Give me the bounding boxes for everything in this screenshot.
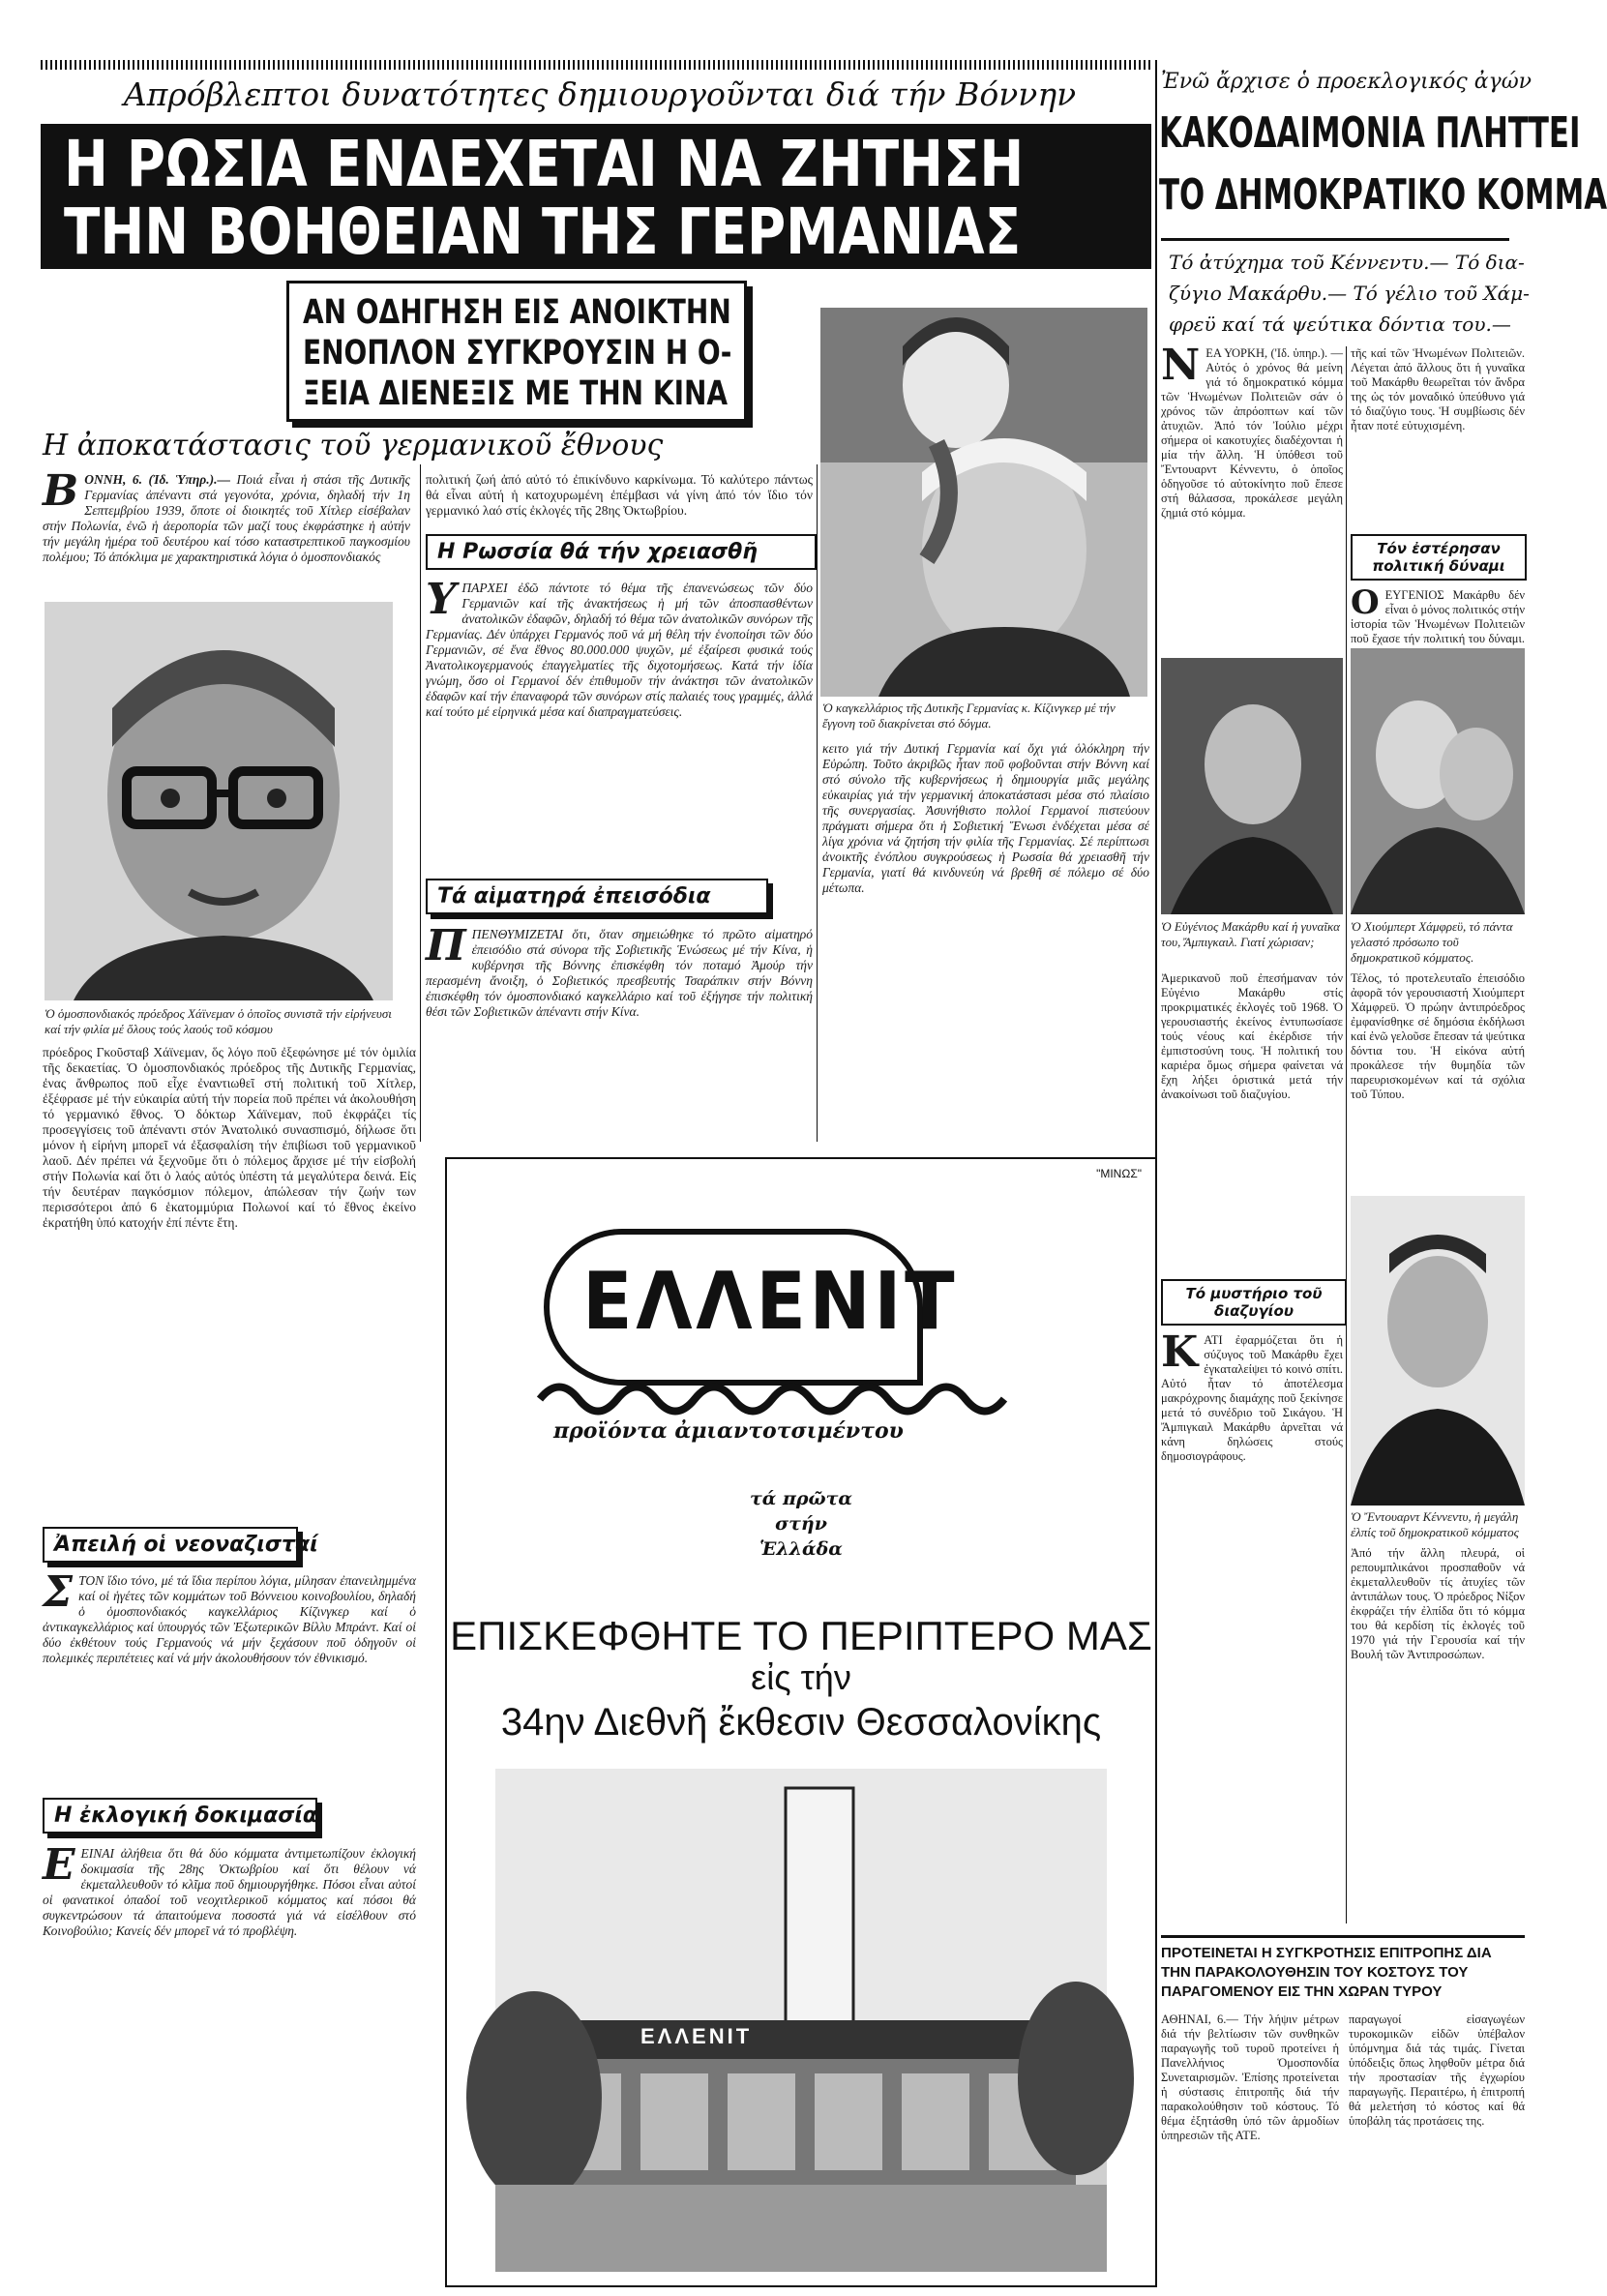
blood-article: ΠΠΕΝΘΥΜΙΖΕΤΑΙ ὅτι, ὅταν σημειώθηκε τό πρῶτο αἱματηρό ἐπεισόδιο στά σύνορα τῆς Σοβιετικῆς Ἑνώσεως μέ τήν Κίνα, ἡ κυβέρνησι τῆς Βόννης ἐπισκέφθη τόν ποταμό Ἀμούρ τήν περασμένη ἄνοιξη, ὁ Σοβιετικός πρεσβευτής Τσαράπκιν στήν Βόννη ἐπισκέφθη τόν ὁμοσπονδιακό καγκελλάριο καί τοῦ ἐξήγησε τήν πολιτική θέσι τῶν Σοβιετικῶν ἀπέναντι στήν Κίνα. (426, 921, 813, 1019)
right-deck-2: ζύγιο Μακάρθυ.— Τό γέλιο τοῦ Χάμ- (1169, 282, 1530, 305)
box-threat-heading: Ἀπειλή οἱ νεοναζισταί (43, 1527, 298, 1563)
box-divorce-heading: Τό μυστήριο τοῦ διαζυγίου (1161, 1279, 1347, 1326)
photo-ted-kennedy (1351, 1196, 1525, 1506)
right-col-b: Ἀμερικανοῦ ποῦ ἐπεσήμαναν τόν Εὐγένιο Μακάρθυ στίς προκριματικές ἐκλογές τοῦ 1968. Ὁ γερουσιαστής ἐκείνος ἐντυπωσίασε τούς νέους καί ἐκέρδισε τήν ἐμπιστοσύνη τους. Ἡ πολιτική του καριέρα ὅμως σήμερα φαίνεται νά ἔχη λήξει ὁριστικά μετά τήν ἀνακοίνωσι τοῦ διαζυγίου. (1161, 971, 1343, 1101)
main-headline-box (41, 124, 1151, 269)
ellenit-advertisement (445, 1157, 1157, 2287)
box-governors-heading: Τόν ἐστέρησαν πολιτική δύναμι (1351, 534, 1527, 581)
right-lead-article: ΝΕΑ ΥΟΡΚΗ, ('Ιδ. ὑπηρ.). — Αὐτός ὁ χρόνος θά μείνη γιά τό δημοκρατικό κόμμα τῶν Ἡνωμένων Πολιτειῶν σάν ὁ χρόνος τῶν ἀπρόοπτων καί τῶν ἀτυχιῶν. Ἀπό τόν Ἰούλιο μέχρι σήμερα οἱ κακοτυχίες διαδέχονται ἡ μία τήν ἄλλη. Ἡ ὑπόθεσι τοῦ Ἔντουαρντ Κέννεντυ, ὁ ὁποῖος ὁδηγοῦσε τό αὐτοκίνητο ποῦ ἔπεσε στή θάλασσα, προκάλεσε μεγάλη ζημιά στό κόμμα. (1161, 341, 1343, 520)
photo-humphrey-caption: Ὁ Χιούμπερτ Χάμφρεϋ, τό πάντα γελαστό πρόσωπο τοῦ δημοκρατικοῦ κόμματος. (1351, 919, 1513, 965)
column-divider-right-inner (1346, 346, 1347, 1923)
subhead-restoration: Η ἀποκατάστασις τοῦ γερμανικοῦ ἔθνους (43, 429, 664, 462)
ad-pavilion-photo (495, 1769, 1107, 2272)
ad-wave-icon (540, 1370, 1024, 1418)
pavilion-sign: ΕΛΛΕΝΙΤ (640, 2024, 753, 2048)
box-blood-heading: Τά αἱματηρά ἐπεισόδια (426, 879, 768, 914)
dropcap-s: Σ (43, 1567, 74, 1617)
bottom-col1: ΑΘΗΝΑΙ, 6.— Τήν λήψιν μέτρων διά τήν βελτίωσιν τῶν συνθηκῶν παραγωγῆς τοῦ τυροῦ προτείνει ἡ Πανελλήνιος Ὁμοσπονδία Συνεταιρισμῶν. Ἐπίσης προτείνεται ἡ σύστασις ἐπιτροπῆς διά τήν παρακολούθησιν τοῦ κόστους. Τό θέμα ἐξητάσθη ὑπό τῶν ἁρμοδίων ὑπηρεσιῶν τῆς ΑΤΕ. (1161, 2013, 1339, 2142)
russia-article: ΥΠΑΡΧΕΙ ἐδῶ πάντοτε τό θέμα τῆς ἐπανενώσεως τῶν δύο Γερμανιῶν καί τῆς ἀνακτήσεως ἡ μή τῶν ἀποσπασθέντων ἀνατολικῶν ἐδαφῶν, δηλαδή τό θέμα τῶν ἀνατολικῶν συνόρων τῆς Γερμανίας. Δέν ὑπάρχει Γερμανός ποῦ νά μή θέλη τήν ἑνοποίησι τῶν δύο Γερμανιῶν, σέ ἕνα ἔθνος 80.000.000 ψυχῶν, μέ ἐξαίρεσι φυσικά τούς Ἀνατολικογερμανούς ἐπαγγελματίες τῆς διχοτομήσεως. Κατά τήν ἰδία γνώμη, ὅσο οἱ Γερμανοί δέν ἐπιθυμοῦν τήν ἀνάκτησι τῶν ἀνατολικῶν ἐδαφῶν καί τήν ἐπαναφορά τῶν συνόρων στίς παλαιές τους γραμμές, ἀλλά καί τούτο μέ εἰρηνικά μέσα καί διαπραγματεύσεις. (426, 575, 813, 719)
dropcap-y: Υ (426, 575, 457, 624)
ad-brand: ΕΛΛΕΝΙΤ (582, 1256, 959, 1348)
mccarthy-illustration (1351, 648, 1525, 914)
right-kicker: Ἐνῶ ἄρχισε ὁ προεκλογικός ἀγών (1161, 70, 1533, 94)
dropcap-e: Ε (43, 1840, 75, 1890)
photo-ted-caption: Ὁ Ἔντουαρντ Κέννεντυ, ἡ μεγάλη ἐλπίς τοῦ δημοκρατικοῦ κόμματος (1351, 1509, 1519, 1539)
ad-visit-2: εἰς τήν (751, 1657, 851, 1697)
ad-visit: ΕΠΙΣΚΕΦΘΗΤΕ ΤΟ ΠΕΡΙΠΤΕΡΟ ΜΑΣ (450, 1613, 1152, 1658)
top-border (41, 60, 1153, 70)
photo-kiesinger (820, 308, 1147, 697)
deck-line3: ΞΕΙΑ ΔΙΕΝΕΞΙΣ ΜΕ ΤΗΝ ΚΙΝΑ (303, 374, 729, 413)
bottom-col2: παραγωγοί εἰσαγωγέων τυροκομικῶν εἰδῶν ὑπέβαλον ὑπόμνημα διά τάς τιμάς. Γίνεται ὑπόδειξις ὅπως ληφθοῦν μέτρα διά τήν προστασίαν τῆς ἐγχωρίου παραγωγῆς. Περαιτέρω, ἡ ἐπιτροπή θά μελετήση τό κόστος καί θά ὑποβάλη τάς προτάσεις της. (1349, 2013, 1525, 2128)
threat-article: ΣΤΟΝ ἴδιο τόνο, μέ τά ἴδια περίπου λόγια, μίλησαν ἐπανειλημμένα καί οἱ ἡγέτες τῶν κομμάτων τοῦ Βόννειου κοινοβουλίου, δηλαδή ὁ ὁμοσπονδιακός καγκελλάριος Κίζινγκερ καί ὁ ἀντικαγκελλάριος καί ὑπουργός τῶν Ἐξωτερικῶν Βίλλυ Μπράντ. Καί οἱ δύο ἐκθέτουν τούς Γερμανούς νά μήν ξεχάσουν ποῦ ὁδηγοῦν οἱ πολεμικές περιπέτειες καί νά μήν ἀκολουθήσουν τόν ἐθνικισμό. (43, 1567, 416, 1665)
ad-tagline: προϊόντα ἀμιαντοτσιμέντου (553, 1418, 904, 1444)
ad-brand-logo (544, 1229, 959, 1386)
ad-slogan-3: Ἑλλάδα (759, 1538, 843, 1560)
box-electoral-heading: Η ἐκλογική δοκιμασία (43, 1798, 317, 1834)
divorce-article: ΚΑΤΙ ἐφαρμόζεται ὅτι ἡ σύζυγος τοῦ Μακάρθυ ἔχει ἐγκαταλείψει τό κοινό σπίτι. Αὐτό ἦταν τό ἀποτέλεσμα μακρόχρονης διαμάχης ποῦ ξεκίνησε μετά τό συνέδριο τοῦ Σικάγου. Ἡ Ἄμπιγκαιλ Μακάρθυ ἀρνεῖται νά κάνη δηλώσεις στούς δημοσιογράφους. (1161, 1327, 1343, 1463)
right-deck-3: φρεϋ καί τά ψεύτικα δόντια του.— (1169, 313, 1511, 336)
kennedy-illustration (1161, 658, 1343, 914)
ad-visit-3: 34ην Διεθνῆ ἔκθεσιν Θεσσαλονίκης (500, 1701, 1102, 1744)
right-col-a: τῆς καί τῶν Ἡνωμένων Πολιτειῶν. Λέγεται ἀπό ἄλλους ὅτι ἡ γυναῖκα τοῦ Μακάρθυ θεωρεῖται τόν ἄνδρα της ὡς τόν μοναδικό ὑπεύθυνο γιά τό διαζύγιο τους. Ἡ συμβίωσις δέν ἦταν ποτέ εὐτυχισμένη. (1351, 346, 1525, 432)
dropcap-n: Ν (1161, 341, 1201, 390)
right-headline-line1: ΚΑΚΟΔΑΙΜΟΝΙΑ ΠΛΗΤΤΕΙ (1159, 108, 1581, 158)
right-col-c: Τέλος, τό προτελευταῖο ἐπεισόδιο ἀφορᾶ τόν γερουσιαστή Χιούμπερτ Χάμφρεϋ. Ὁ πρώην ἀντιπρόεδρος ἐμφανίσθηκε σέ δημόσια ἐκδήλωσι καί ἐνῶ γελοῦσε ἔπεσαν τά ψεύτικα δόντια του. Ἡ εἰκόνα αὐτή προκάλεσε τήν θυμηδία τῶν παρευρισκομένων καί τά σχόλια τοῦ Τύπου. (1351, 971, 1525, 1101)
right-col-d: Ἀπό τήν ἄλλη πλευρά, οἱ ρεπουμπλικάνοι προσπαθοῦν νά ἐκμεταλλευθοῦν τίς ἀτυχίες τῶν ἀντιπάλων τους. Ὁ πρόεδρος Νίξον ἐκφράζει τήν ἐλπίδα ὅτι τό κόμμα του θά κερδίση τίς ἐκλογές τοῦ 1970 γιά τήν Γερουσία καί τήν Βουλή τῶν Ἀντιπροσώπων. (1351, 1546, 1525, 1661)
right-headline-box (1159, 101, 1607, 236)
dropcap-pi: Π (426, 921, 466, 970)
left-col3-body: κειτο γιά τήν Δυτική Γερμανία καί ὄχι γιά ὁλόκληρη τήν Εὐρώπη. Τοῦτο ἀκριβῶς ἦταν ποῦ φοβοῦνται στήν Βόννη καί στό σύνολο τῆς κυβερνήσεως ἡ δημιουργία μιᾶς μεγάλης εὐκαιρίας γιά τήν γερμανική ἀποκατάστασι μέσα στό πλαίσιο τῆς συνεργασίας. Ἀσυνήθιστο πολλοί Γερμανοί πιστεύουν πράγματι σήμερα ὅτι ἡ Σοβιετική Ἕνωσι ἐνδέχεται μέσα σέ λίγα χρόνια νά ζητήση τήν φιλία τῆς Γερμανίας. Σέ περίπτωσι ἀνοικτῆς ἐνόπλου συγκρούσεως ἡ Ρωσσία θά χρειασθῆ τήν Γερμανία, γιατί θά κινδυνεύη νά βρεθῆ σέ πόλεμο σέ δύο μέτωπα. (822, 741, 1149, 895)
right-headline-rule (1161, 238, 1509, 241)
photo-kennedy-car (1161, 658, 1343, 914)
left-kicker: Απρόβλεπτοι δυνατότητες δημιουργοῦνται διά τήν Βόννην (123, 75, 1077, 113)
ad-slogan-2: στήν (775, 1513, 827, 1535)
ad-slogan-1: τά πρῶτα (749, 1488, 853, 1509)
governors-article: ΟΕΥΓΕΝΙΟΣ Μακάρθυ δέν εἶναι ὁ μόνος πολιτικός στήν ἱστορία τῶν Ἡνωμένων Πολιτειῶν ποῦ ἔχασε τήν πολιτική του δύναμι. (1351, 583, 1525, 645)
electoral-article: ΕΕΙΝΑΙ ἀλήθεια ὅτι θά δύο κόμματα ἀντιμετωπίζουν ἐκλογική δοκιμασία τῆς 28ης Ὀκτωβρίου καί ὅτι θέλουν νά ἐκμεταλλευθοῦν τό κλῖμα ποῦ δημιουργήθηκε. Πόσοι εἶναι αὐτοί οἱ φανατικοί ὀπαδοί τοῦ νεοχιτλερικοῦ κόμματος καί πόσοι θά συγκεντρώσουν τά ἀπαιτούμενα ποσοστά γιά νά εἰσέλθουν στό Κοινοβούλιο; Κανείς δέν μπορεῖ νά τό προβλέψη. (43, 1840, 416, 1938)
dropcap-k: Κ (1161, 1327, 1199, 1377)
kiesinger-portrait-illustration (820, 308, 1147, 697)
bottom-headline: ΠΡΟΤΕΙΝΕΤΑΙ Η ΣΥΓΚΡΟΤΗΣΙΣ ΕΠΙΤΡΟΠΗΣ ΔΙΑ ΤΗΝ ΠΑΡΑΚΟΛΟΥΘΗΣΙΝ ΤΟΥ ΚΟΣΤΟΥΣ ΤΟΥ ΠΑΡΑΓΟΜΕΝΟΥ ΕΙΣ ΤΗΝ ΧΩΡΑΝ ΤΥΡΟΥ (1161, 1935, 1525, 2002)
dropcap-b: Β (43, 466, 79, 516)
pavilion-illustration (495, 1769, 1107, 2272)
deck-line2: ΕΝΟΠΛΟΝ ΣΥΓΚΡΟΥΣΙΝ Η Ο- (303, 334, 732, 373)
deck-line1: ΑΝ ΟΔΗΓΗΣΗ ΕΙΣ ΑΝΟΙΚΤΗΝ (303, 293, 731, 332)
photo-heinemann (45, 602, 393, 1000)
photo-mccarthy (1351, 648, 1525, 914)
dropcap-o: Ο (1351, 583, 1380, 622)
photo-heinemann-caption: Ὁ ὁμοσπονδιακός πρόεδρος Χάϊνεμαν ὁ ὁποῖος συνιστᾶ τήν εἰρήνευσι καί τήν φιλία μέ ὅλους τούς λαούς τοῦ κόσμου (45, 1006, 392, 1036)
lead-article: ΒΟΝΝΗ, 6. (Ἰδ. Ὑπηρ.).— Ποιά εἶναι ἡ στάσι τῆς Δυτικῆς Γερμανίας ἀπέναντι στά γεγονότα, χρόνια, δηλαδή τήν 1η Σεπτεμβρίου 1939, ὅποτε οἱ διοικητές τοῦ Χίτλερ εἰσέβαλαν στήν Πολωνία, ἐνῶ ἡ ἀεροπορία τῶν μαζί τους ἐκφράστηκε ἡ αὐτήν τήν μεγάλη ἡμέρα τοῦ δευτέρου καί τόσο καταστρεπτικοῦ παγκοσμίου πολέμου; Τό ἀπόκλιμα με χαρακτηριστικά λόγια ὁ ὁμοσπονδιακός (43, 466, 411, 564)
main-headline-line1: Η ΡΩΣΙΑ ΕΝΔΕΧΕΤΑΙ ΝΑ ΖΗΤΗΣΗ (64, 127, 1025, 201)
main-headline-line2: ΤΗΝ ΒΟΗΘΕΙΑΝ ΤΗΣ ΓΕΡΜΑΝΙΑΣ (64, 194, 1022, 269)
right-headline-line2: ΤΟ ΔΗΜΟΚΡΑΤΙΚΟ ΚΟΜΜΑ (1159, 170, 1607, 220)
photo-mccarthy-caption: Ὁ Εὐγένιος Μακάρθυ καί ἡ γυναῖκα του, Ἄμπιγκαιλ. Γιατί χώρισαν; (1161, 919, 1341, 949)
ted-kennedy-illustration (1351, 1196, 1525, 1506)
deck-box (286, 281, 747, 422)
column-divider-left (420, 464, 421, 1142)
left-col2-top: πολιτική ζωή ἀπό αὐτό τό ἐπικίνδυνο καρκίνωμα. Τό καλύτερο πάντως θά εἶναι αὐτή ἡ κατοχυρωμένη ἐπέμβασι νά γίνη ἀπό τόν ἴδιο τόν γερμανικό λαό στίς ἐκλογές τῆς 28ης Ὀκτωβρίου. (426, 472, 813, 518)
ad-agency: "ΜΙΝΩΣ" (1096, 1167, 1142, 1180)
box-russia-heading: Η Ρωσσία θά τήν χρειασθῆ (426, 534, 817, 570)
column-divider-right (1155, 60, 1157, 2285)
photo-kiesinger-caption: Ὁ καγκελλάριος τῆς Δυτικῆς Γερμανίας κ. Κίζινγκερ μέ τήν ἔγγονη τοῦ διακρίνεται στό δόγμα. (822, 701, 1116, 731)
column-divider-mid (817, 464, 818, 1142)
right-deck-1: Τό ἀτύχημα τοῦ Κέννεντυ.— Τό δια- (1169, 251, 1525, 274)
left-col1-body: πρόεδρος Γκοῦσταβ Χάϊνεμαν, ὅς λόγο ποῦ ἐξεφώνησε μέ τόν ὁμιλία τῆς δεκαετίας. Ὁ ὁμοσπονδιακός πρόεδρος τῆς Δυτικῆς Γερμανίας, ἐνας ἄνθρωπος ποῦ εἶχε ἐναντιωθεῖ στή πολιτική τοῦ Χίτλερ, ἐξέφρασε μέ τήν εὐκαιρία αὐτή τήν πορεία ποῦ πρέπει νά ἀκολουθήση τό γερμανικό ἔθνος. Ὁ δόκτωρ Χάϊνεμαν, ποῦ ἐκφράζει τίς προσεγγίσεις τοῦ ἀπέναντι στόν Ἀνατολικό συνασπισμό, δήλωσε ὅτι μόνον ἡ εἰρήνη μπορεῖ νά ἐξασφαλίση τήν ἐπιβίωσι τοῦ γερμανικοῦ λαοῦ. Δέν πρέπει νά ξεχνοῦμε ὅτι ὁ πόλεμος ἄρχισε μέ τήν εἰσβολή στήν Πολωνία καί ὅτι ὁ λαός αὐτός ὑπέστη τά μεγαλύτερα δεινά. Εἰς τήν δευτέραν παγκόσμιον πόλεμον, ἀπώλεσαν τήν ζωήν των περισσότεροι ἀπό 6 ἑκατομμύρια Πολωνοί καί τό ἔθνος ἐκείνο ἐκρατήθη ὑπό κατοχήν ἐπί πέντε ἔτη. (43, 1045, 416, 1230)
heinemann-portrait-illustration (45, 602, 393, 1000)
